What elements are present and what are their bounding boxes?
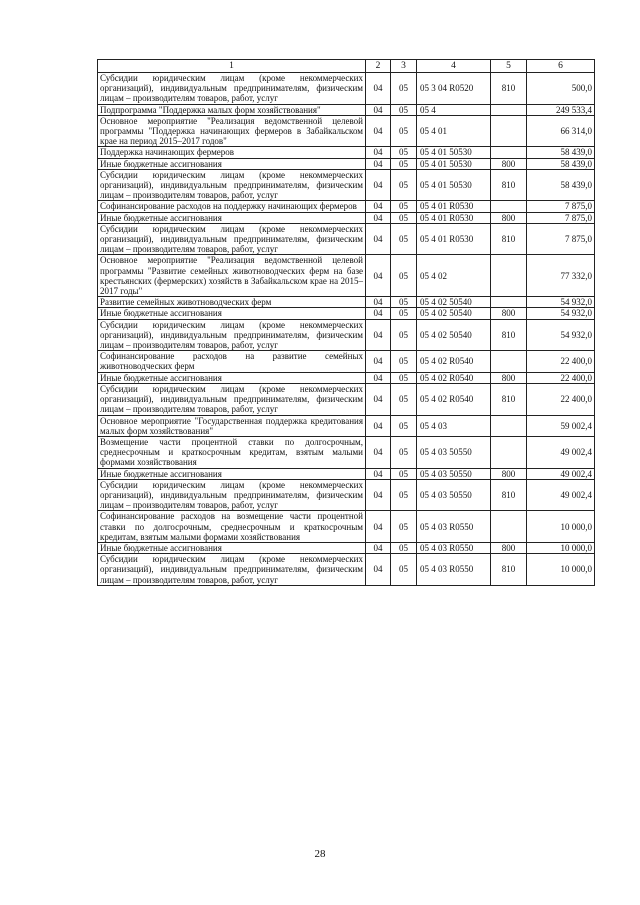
cell-sum: 49 002,4 [527, 436, 595, 468]
table-row [98, 201, 595, 212]
cell-csr: 05 4 01 [417, 115, 491, 147]
cell-rz: 04 [366, 73, 391, 105]
cell-rz: 04 [366, 115, 391, 147]
cell-rz: 04 [366, 383, 391, 415]
cell-csr: 05 4 01 R0530 [417, 212, 491, 223]
cell-rz: 04 [366, 372, 391, 383]
cell-name: Софинансирование расходов на поддержку начинающих фермеров [98, 201, 366, 212]
cell-rz: 04 [366, 511, 391, 543]
cell-sum: 22 400,0 [527, 372, 595, 383]
cell-sum: 7 875,0 [527, 223, 595, 255]
cell-pr: 05 [391, 383, 417, 415]
cell-vr [491, 104, 527, 115]
cell-csr: 05 4 02 50540 [417, 308, 491, 319]
cell-rz: 04 [366, 255, 391, 297]
table-row [98, 351, 595, 372]
cell-sum: 22 400,0 [527, 351, 595, 372]
cell-csr: 05 4 03 R0550 [417, 542, 491, 553]
cell-vr: 800 [491, 372, 527, 383]
cell-sum: 77 332,0 [527, 255, 595, 297]
cell-sum: 54 932,0 [527, 297, 595, 308]
budget-table [97, 59, 595, 586]
table-row [98, 383, 595, 415]
table-row [98, 255, 595, 297]
cell-sum: 10 000,0 [527, 542, 595, 553]
cell-name: Субсидии юридическим лицам (кроме некоммерческих организаций), индивидуальным предпринимателям, физическим лицам – производителям товаров, работ, услуг [98, 73, 366, 105]
cell-name: Поддержка начинающих фермеров [98, 147, 366, 158]
cell-rz: 04 [366, 554, 391, 586]
cell-name: Софинансирование расходов на развитие семейных животноводческих ферм [98, 351, 366, 372]
cell-sum: 10 000,0 [527, 511, 595, 543]
cell-name: Иные бюджетные ассигнования [98, 372, 366, 383]
cell-pr: 05 [391, 351, 417, 372]
cell-name: Основное мероприятие "Государственная поддержка кредитования малых форм хозяйствования" [98, 415, 366, 436]
cell-vr [491, 511, 527, 543]
cell-name: Основное мероприятие "Реализация ведомственной целевой программы "Развитие семейных животноводческих ферм на базе крестьянских (фермерских) хозяйств в Забайкальском крае на 2015–2017 годы" [98, 255, 366, 297]
table-row [98, 223, 595, 255]
cell-sum: 66 314,0 [527, 115, 595, 147]
page-number: 28 [314, 848, 326, 860]
cell-sum: 59 002,4 [527, 415, 595, 436]
cell-csr: 05 4 02 50540 [417, 319, 491, 351]
cell-name: Иные бюджетные ассигнования [98, 308, 366, 319]
cell-pr: 05 [391, 479, 417, 511]
cell-csr: 05 4 03 50550 [417, 436, 491, 468]
cell-vr: 810 [491, 169, 527, 201]
cell-name: Субсидии юридическим лицам (кроме некоммерческих организаций), индивидуальным предпринимателям, физическим лицам – производителям товаров, работ, услуг [98, 479, 366, 511]
cell-vr: 800 [491, 158, 527, 169]
cell-vr: 810 [491, 319, 527, 351]
table-row [98, 158, 595, 169]
header-cell-rz: 2 [366, 60, 391, 73]
table-row [98, 308, 595, 319]
table-row [98, 147, 595, 158]
cell-sum: 58 439,0 [527, 158, 595, 169]
table-row [98, 115, 595, 147]
cell-pr: 05 [391, 158, 417, 169]
cell-pr: 05 [391, 511, 417, 543]
cell-rz: 04 [366, 308, 391, 319]
cell-csr: 05 4 [417, 104, 491, 115]
cell-sum: 58 439,0 [527, 169, 595, 201]
cell-pr: 05 [391, 223, 417, 255]
cell-name: Иные бюджетные ассигнования [98, 542, 366, 553]
cell-csr: 05 4 02 [417, 255, 491, 297]
cell-vr [491, 351, 527, 372]
header-cell-name: 1 [98, 60, 366, 73]
cell-rz: 04 [366, 201, 391, 212]
cell-pr: 05 [391, 436, 417, 468]
cell-pr: 05 [391, 415, 417, 436]
table-row [98, 297, 595, 308]
cell-sum: 22 400,0 [527, 383, 595, 415]
cell-csr: 05 4 01 R0530 [417, 223, 491, 255]
cell-rz: 04 [366, 297, 391, 308]
cell-rz: 04 [366, 212, 391, 223]
cell-pr: 05 [391, 297, 417, 308]
cell-pr: 05 [391, 104, 417, 115]
cell-rz: 04 [366, 319, 391, 351]
cell-vr [491, 297, 527, 308]
cell-name: Иные бюджетные ассигнования [98, 212, 366, 223]
cell-csr: 05 3 04 R0520 [417, 73, 491, 105]
cell-pr: 05 [391, 147, 417, 158]
cell-csr: 05 4 03 50550 [417, 468, 491, 479]
table-row [98, 436, 595, 468]
table-row [98, 104, 595, 115]
cell-csr: 05 4 02 50540 [417, 297, 491, 308]
cell-name: Субсидии юридическим лицам (кроме некоммерческих организаций), индивидуальным предпринимателям, физическим лицам – производителям товаров, работ, услуг [98, 319, 366, 351]
cell-rz: 04 [366, 147, 391, 158]
cell-vr: 800 [491, 308, 527, 319]
cell-name: Софинансирование расходов на возмещение части процентной ставки по долгосрочным, среднесрочным и краткосрочным кредитам, взятым малыми формами хозяйствования [98, 511, 366, 543]
cell-csr: 05 4 02 R0540 [417, 372, 491, 383]
cell-sum: 249 533,4 [527, 104, 595, 115]
table-header-row [98, 60, 595, 73]
cell-pr: 05 [391, 542, 417, 553]
cell-sum: 500,0 [527, 73, 595, 105]
table-row [98, 542, 595, 553]
cell-pr: 05 [391, 319, 417, 351]
table-row [98, 479, 595, 511]
cell-pr: 05 [391, 468, 417, 479]
budget-table-sheet [97, 59, 594, 586]
cell-vr [491, 415, 527, 436]
cell-vr: 810 [491, 383, 527, 415]
cell-csr: 05 4 02 R0540 [417, 383, 491, 415]
cell-name: Субсидии юридическим лицам (кроме некоммерческих организаций), индивидуальным предпринимателям, физическим лицам – производителям товаров, работ, услуг [98, 383, 366, 415]
cell-rz: 04 [366, 351, 391, 372]
table-row [98, 73, 595, 105]
cell-pr: 05 [391, 115, 417, 147]
cell-csr: 05 4 01 50530 [417, 169, 491, 201]
cell-pr: 05 [391, 212, 417, 223]
cell-vr [491, 201, 527, 212]
cell-rz: 04 [366, 223, 391, 255]
header-cell-pr: 3 [391, 60, 417, 73]
cell-pr: 05 [391, 201, 417, 212]
cell-name: Развитие семейных животноводческих ферм [98, 297, 366, 308]
cell-vr [491, 436, 527, 468]
cell-rz: 04 [366, 479, 391, 511]
cell-rz: 04 [366, 169, 391, 201]
cell-pr: 05 [391, 308, 417, 319]
cell-vr: 810 [491, 73, 527, 105]
table-row [98, 511, 595, 543]
cell-vr: 810 [491, 554, 527, 586]
cell-vr: 800 [491, 542, 527, 553]
cell-vr: 810 [491, 223, 527, 255]
cell-rz: 04 [366, 542, 391, 553]
cell-sum: 54 932,0 [527, 319, 595, 351]
cell-sum: 49 002,4 [527, 468, 595, 479]
cell-pr: 05 [391, 169, 417, 201]
cell-vr: 800 [491, 468, 527, 479]
table-row [98, 415, 595, 436]
cell-name: Субсидии юридическим лицам (кроме некоммерческих организаций), индивидуальным предпринимателям, физическим лицам – производителям товаров, работ, услуг [98, 169, 366, 201]
cell-sum: 49 002,4 [527, 479, 595, 511]
table-row [98, 372, 595, 383]
cell-csr: 05 4 03 50550 [417, 479, 491, 511]
cell-sum: 58 439,0 [527, 147, 595, 158]
cell-csr: 05 4 01 50530 [417, 158, 491, 169]
cell-rz: 04 [366, 468, 391, 479]
cell-name: Субсидии юридическим лицам (кроме некоммерческих организаций), индивидуальным предпринимателям, физическим лицам – производителям товаров, работ, услуг [98, 554, 366, 586]
cell-name: Возмещение части процентной ставки по долгосрочным, среднесрочным и краткосрочным кредитам, взятым малыми формами хозяйствования [98, 436, 366, 468]
cell-sum: 7 875,0 [527, 212, 595, 223]
cell-csr: 05 4 03 R0550 [417, 511, 491, 543]
cell-sum: 7 875,0 [527, 201, 595, 212]
cell-pr: 05 [391, 255, 417, 297]
cell-rz: 04 [366, 104, 391, 115]
cell-csr: 05 4 03 [417, 415, 491, 436]
cell-vr: 800 [491, 212, 527, 223]
cell-vr: 810 [491, 479, 527, 511]
table-row [98, 319, 595, 351]
cell-rz: 04 [366, 415, 391, 436]
cell-sum: 54 932,0 [527, 308, 595, 319]
cell-rz: 04 [366, 158, 391, 169]
cell-name: Иные бюджетные ассигнования [98, 468, 366, 479]
header-cell-vr: 5 [491, 60, 527, 73]
cell-pr: 05 [391, 554, 417, 586]
cell-sum: 10 000,0 [527, 554, 595, 586]
cell-pr: 05 [391, 372, 417, 383]
table-row [98, 468, 595, 479]
cell-csr: 05 4 01 50530 [417, 147, 491, 158]
cell-name: Субсидии юридическим лицам (кроме некоммерческих организаций), индивидуальным предпринимателям, физическим лицам – производителям товаров, работ, услуг [98, 223, 366, 255]
cell-csr: 05 4 02 R0540 [417, 351, 491, 372]
cell-rz: 04 [366, 436, 391, 468]
cell-csr: 05 4 03 R0550 [417, 554, 491, 586]
header-cell-csr: 4 [417, 60, 491, 73]
cell-name: Подпрограмма "Поддержка малых форм хозяйствования" [98, 104, 366, 115]
header-cell-sum: 6 [527, 60, 595, 73]
cell-name: Основное мероприятие "Реализация ведомственной целевой программы "Поддержка начинающих фермеров в Забайкальском крае на период 2015–2017 годов" [98, 115, 366, 147]
table-row [98, 554, 595, 586]
cell-csr: 05 4 01 R0530 [417, 201, 491, 212]
table-row [98, 212, 595, 223]
cell-vr [491, 115, 527, 147]
cell-name: Иные бюджетные ассигнования [98, 158, 366, 169]
cell-pr: 05 [391, 73, 417, 105]
cell-vr [491, 255, 527, 297]
table-row [98, 169, 595, 201]
cell-vr [491, 147, 527, 158]
